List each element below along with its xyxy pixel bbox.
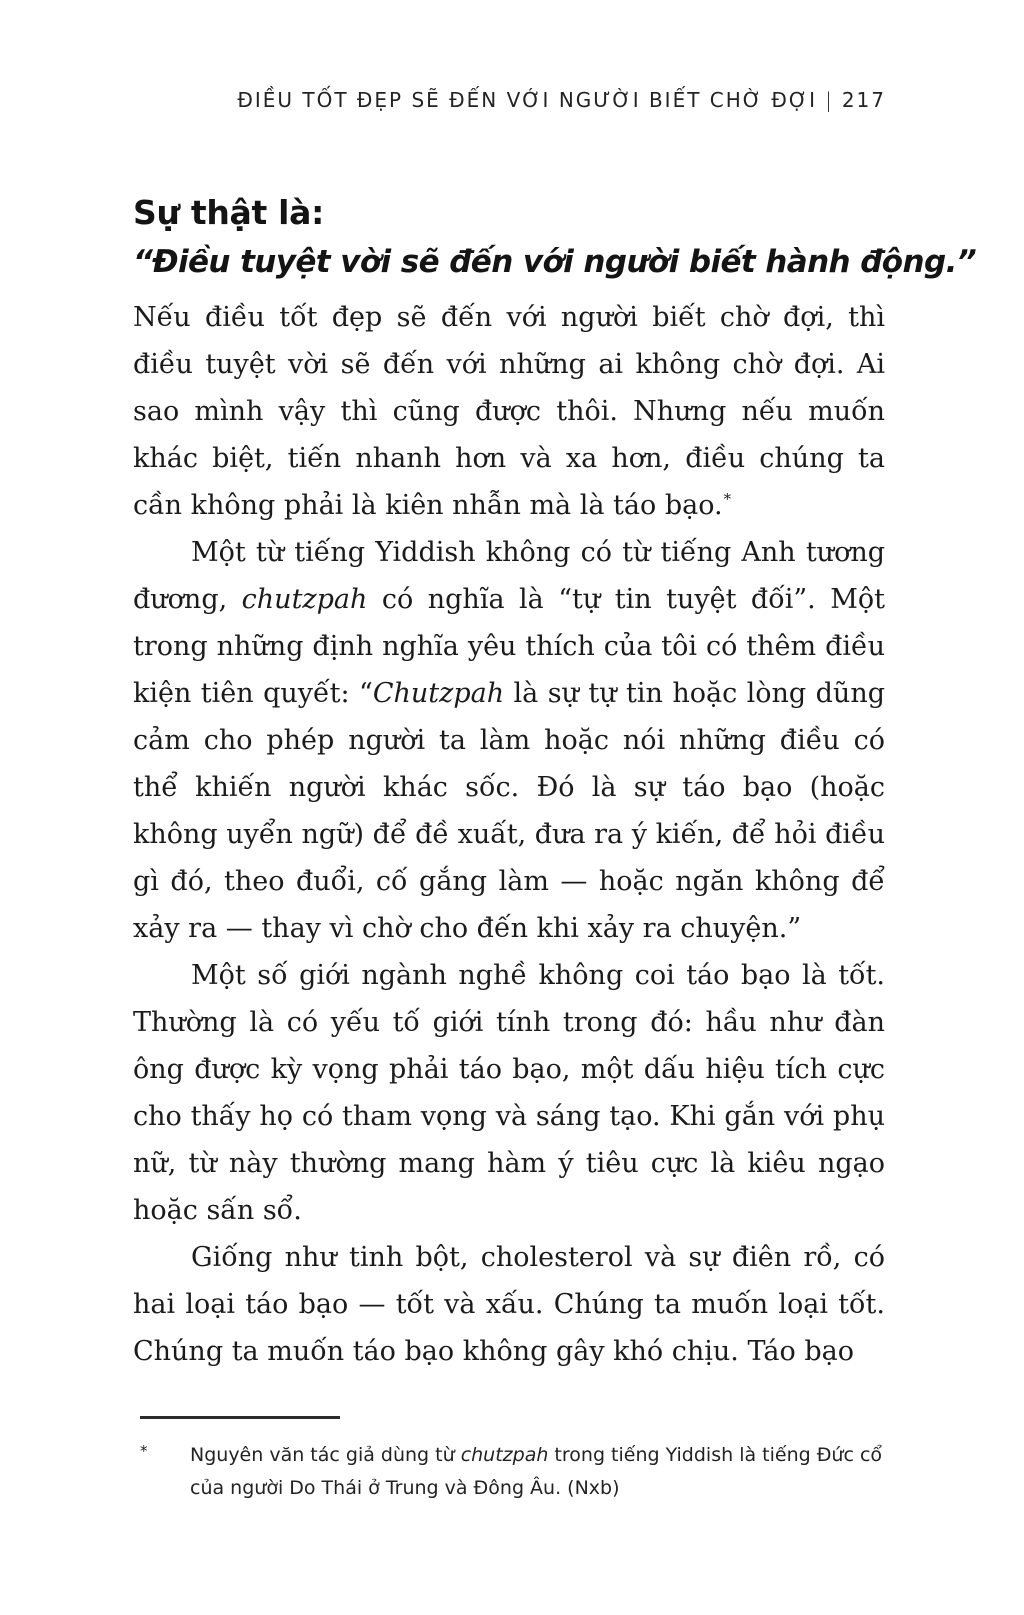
heading-block (133, 188, 993, 286)
text-run: Một số giới ngành nghề không coi táo bạo là tốt. Thường là có yếu tố giới tính trong đó: hầu như đàn ông được kỳ vọng phải táo bạo, một dấu hiệu tích cực cho thấy họ có tham vọng và sáng tạo. Khi gắn với phụ nữ, từ này thường mang hàm ý tiêu cực là kiêu ngạo hoặc sấn sổ. (133, 960, 885, 1226)
footnote-marker: * (140, 1442, 148, 1460)
running-header (120, 88, 886, 112)
body-paragraph (133, 529, 885, 952)
italic-term: chutzpah (241, 584, 368, 615)
text-run: Một từ tiếng Yiddish không có từ tiếng Anh tương đương, (133, 537, 885, 615)
footnote (140, 1416, 900, 1505)
body-paragraphs (133, 294, 885, 1375)
footnote-reference: * (723, 490, 731, 508)
footnote-rule (140, 1416, 340, 1419)
heading-quote: “Điều tuyệt vời sẽ đến với người biết hành động.” (133, 244, 977, 280)
text-run: có nghĩa là “tự tin tuyệt đối”. Một trong những định nghĩa yêu thích của tôi có thêm điều kiện tiên quyết: “ (133, 584, 885, 709)
text-run: Giống như tinh bột, cholesterol và sự điên rồ, có hai loại táo bạo — tốt và xấu. Chúng ta muốn loại tốt. Chúng ta muốn táo bạo không gây khó chịu. Táo bạo (133, 1242, 885, 1367)
text-run: Nguyên văn tác giả dùng từ (190, 1444, 461, 1466)
footnote-body (140, 1439, 900, 1505)
heading-lead: Sự thật là: (133, 193, 325, 232)
header-separator: | (825, 88, 834, 112)
text-run: là sự tự tin hoặc lòng dũng cảm cho phép người ta làm hoặc nói những điều có thể khiến người khác sốc. Đó là sự táo bạo (hoặc không uyển ngữ) để đề xuất, đưa ra ý kiến, để hỏi điều gì đó, theo đuổi, cố gắng làm — hoặc ngăn không để xảy ra — thay vì chờ cho đến khi xảy ra chuyện.” (133, 678, 885, 944)
page-number: 217 (841, 88, 886, 112)
italic-term: chutzpah (460, 1444, 549, 1466)
text-run: trong tiếng Yiddish là tiếng Đức cổ của người Do Thái ở Trung và Đông Âu. (Nxb) (190, 1444, 883, 1499)
italic-term: Chutzpah (372, 678, 505, 709)
body-paragraph (133, 294, 885, 529)
footnote-text (190, 1439, 900, 1505)
running-title: ĐIỀU TỐT ĐẸP SẼ ĐẾN VỚI NGƯỜI BIẾT CHỜ ĐỢI (237, 88, 818, 112)
body-paragraph (133, 952, 885, 1234)
body-paragraph (133, 1234, 885, 1375)
text-run: Nếu điều tốt đẹp sẽ đến với người biết chờ đợi, thì điều tuyệt vời sẽ đến với những ai không chờ đợi. Ai sao mình vậy thì cũng được thôi. Nhưng nếu muốn khác biệt, tiến nhanh hơn và xa hơn, điều chúng ta cần không phải là kiên nhẫn mà là táo bạo. (133, 302, 885, 521)
